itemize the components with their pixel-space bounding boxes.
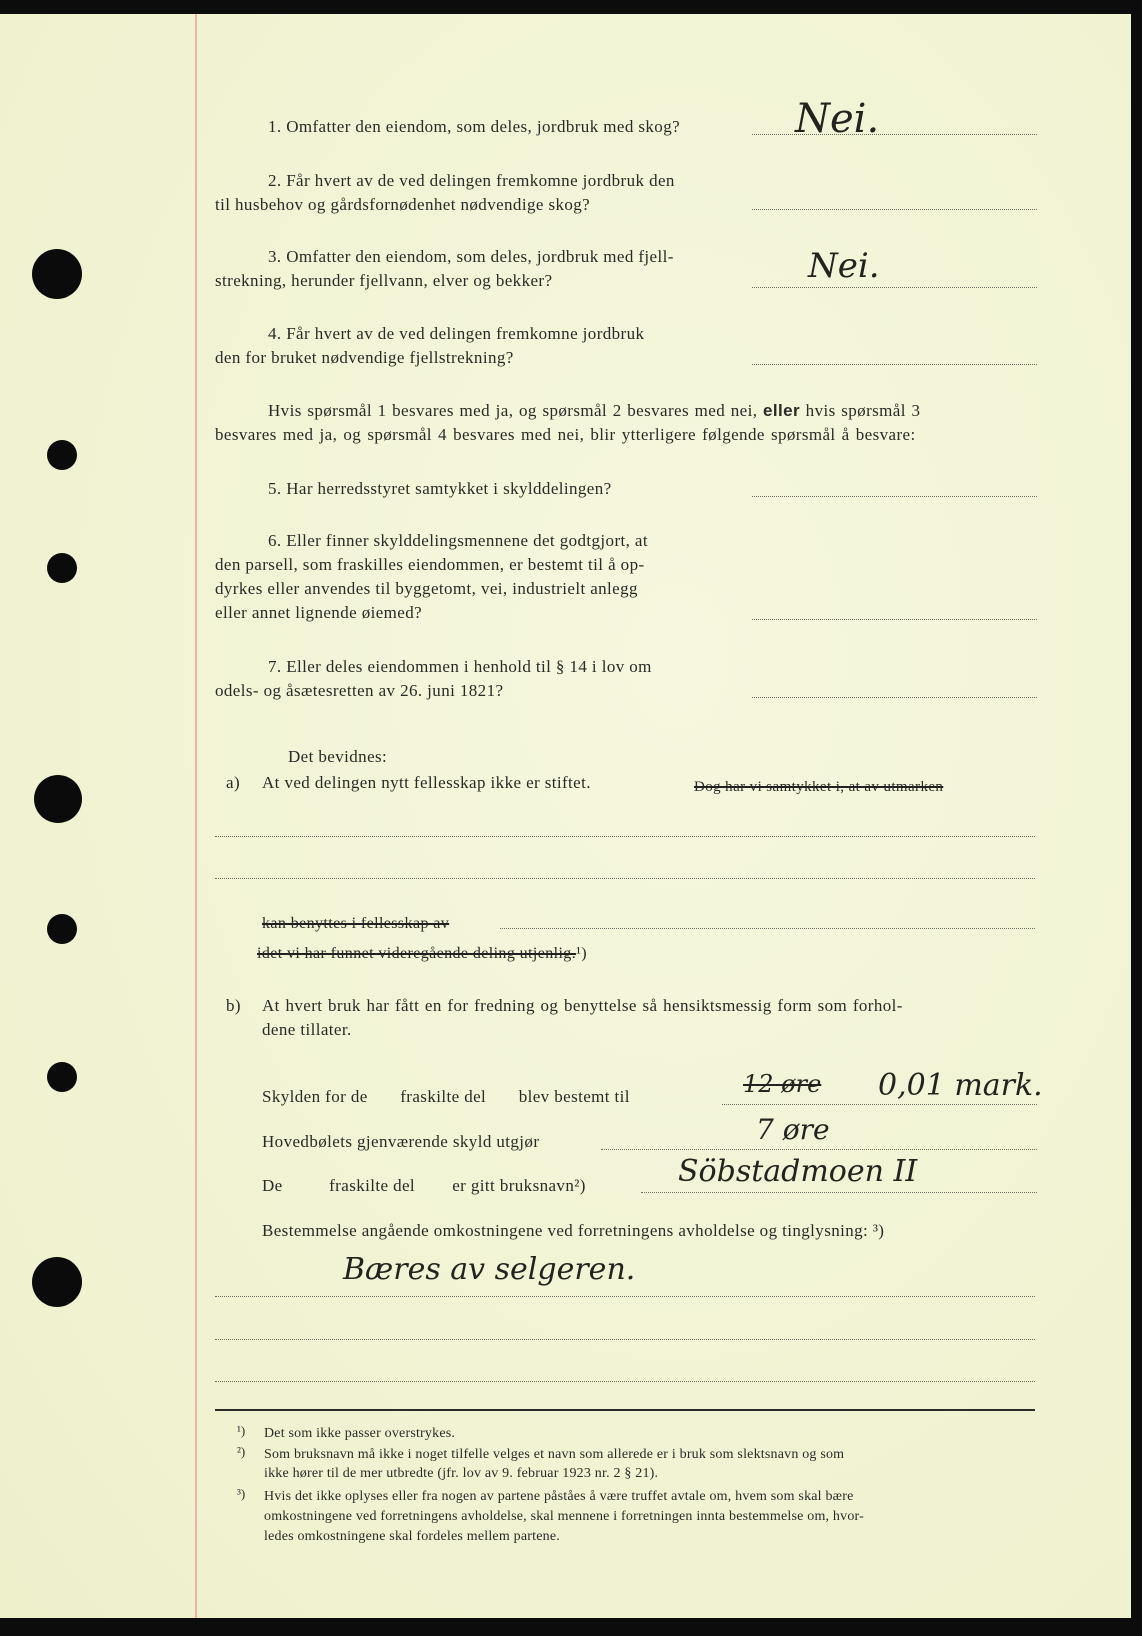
hovedbol-label: Hovedbølets gjenværende skyld utgjør [262, 1132, 540, 1151]
answer-line-4 [752, 364, 1037, 365]
skyld-struck-value: 12 øre [743, 1070, 822, 1098]
answer-line-3 [752, 287, 1037, 288]
condition-line-2: besvares med ja, og spørsmål 4 besvares med nei, blir ytterligere følgende spørsmål å besvare: [215, 425, 916, 444]
answer-line-2 [752, 209, 1037, 210]
fill-line [215, 1381, 1035, 1382]
question-2-line-1: 2. Får hvert av de ved delingen fremkomne jordbruk den [268, 171, 675, 190]
fill-line [500, 928, 1035, 929]
punch-hole [47, 914, 77, 944]
certify-struck-text: idet vi har funnet videregående deling utjenlig. [257, 945, 577, 962]
certify-struck-line-3 [257, 942, 587, 966]
omkost-value: Bæres av selgeren. [343, 1252, 636, 1287]
hovedbol-value: 7 øre [756, 1113, 830, 1146]
omkost-label: Bestemmelse angående omkostningene ved forretningens avholdelse og tinglysning: ³) [262, 1221, 885, 1240]
answer-line-6 [752, 619, 1037, 620]
question-5: 5. Har herredsstyret samtykket i skylddelingen? [268, 479, 612, 498]
answer-3: Nei. [808, 246, 880, 286]
certify-heading: Det bevidnes: [288, 747, 388, 766]
skyld-label: Skylden for de fraskilte del blev bestemt til [262, 1087, 630, 1106]
certify-b-line-1: At hvert bruk har fått en for fredning og benyttelse så hensiktsmessig form som forhol- [262, 996, 903, 1015]
footnote-divider [215, 1409, 1035, 1411]
certify-struck-line-2: kan benyttes i fellesskap av [262, 915, 450, 932]
bruksnavn-label: De fraskilte del er gitt bruksnavn²) [262, 1176, 586, 1195]
answer-1: Nei. [795, 96, 880, 142]
question-7-line-2: odels- og åsætesretten av 26. juni 1821? [215, 681, 504, 700]
question-3-line-2: strekning, herunder fjellvann, elver og bekker? [215, 271, 553, 290]
question-6-line-1: 6. Eller finner skylddelingsmennene det godtgjort, at [268, 531, 649, 550]
skyld-value: 0,01 mark. [878, 1068, 1043, 1103]
answer-line-7 [752, 697, 1037, 698]
fill-line [215, 1296, 1035, 1297]
certify-b-label: b) [226, 996, 241, 1015]
certify-a-struck: Dog har vi samtykket i, at av utmarken [694, 779, 944, 795]
answer-line-5 [752, 496, 1037, 497]
condition-text-a: Hvis spørsmål 1 besvares med ja, og spørsmål 2 besvares med nei, [268, 401, 758, 420]
footnote-ref-1: ¹) [576, 945, 588, 962]
footnote-3-mark: ³) [237, 1486, 246, 1501]
question-1: 1. Omfatter den eiendom, som deles, jordbruk med skog? [268, 117, 681, 136]
question-7-line-1: 7. Eller deles eiendommen i henhold til § 14 i lov om [268, 657, 652, 676]
footnote-1-mark: ¹) [237, 1423, 246, 1438]
punch-hole [47, 1062, 77, 1092]
condition-line-1 [268, 399, 920, 423]
question-3-line-1: 3. Omfatter den eiendom, som deles, jordbruk med fjell- [268, 247, 674, 266]
fill-line [722, 1104, 1037, 1105]
footnote-2-line-2: ikke hører til de mer utbredte (jfr. lov av 9. februar 1923 nr. 2 § 21). [264, 1466, 659, 1481]
fill-line [215, 1339, 1035, 1340]
fill-line [601, 1149, 1037, 1150]
footnote-2-mark: ²) [237, 1444, 246, 1459]
punch-hole [34, 775, 82, 823]
question-4-line-2: den for bruket nødvendige fjellstrekning? [215, 348, 514, 367]
fill-line [215, 836, 1035, 837]
question-6-line-2: den parsell, som fraskilles eiendommen, er bestemt til å op- [215, 555, 645, 574]
question-4-line-1: 4. Får hvert av de ved delingen fremkomne jordbruk [268, 324, 645, 343]
question-6-line-4: eller annet lignende øiemed? [215, 603, 423, 622]
footnote-3-line-1: Hvis det ikke oplyses eller fra nogen av partene påståes å være truffet avtale om, hvem som skal bære [264, 1489, 854, 1504]
fill-line [641, 1192, 1037, 1193]
punch-hole [47, 440, 77, 470]
punch-hole [47, 553, 77, 583]
punch-hole [32, 249, 82, 299]
question-2-line-2: til husbehov og gårdsfornødenhet nødvendige skog? [215, 195, 591, 214]
footnote-3-line-2: omkostningene ved forretningens avholdelse, skal mennene i forretningen innta bestemmelse om, hvor- [264, 1509, 864, 1524]
condition-eller: eller [763, 401, 801, 420]
certify-a-label: a) [226, 773, 241, 792]
punch-hole [32, 1257, 82, 1307]
footnote-3-line-3: ledes omkostningene skal fordeles mellem partene. [264, 1529, 560, 1544]
bruksnavn-value: Söbstadmoen II [678, 1154, 918, 1189]
condition-text-b: hvis spørsmål 3 [805, 401, 921, 420]
fill-line [215, 878, 1035, 879]
question-6-line-3: dyrkes eller anvendes til byggetomt, vei, industrielt anlegg [215, 579, 638, 598]
footnote-1: Det som ikke passer overstrykes. [264, 1426, 456, 1441]
certify-b-line-2: dene tillater. [262, 1020, 352, 1039]
document-page [0, 14, 1131, 1618]
footnote-2-line-1: Som bruksnavn må ikke i noget tilfelle velges et navn som allerede er i bruk som slektsnavn og som [264, 1447, 845, 1462]
certify-a-text: At ved delingen nytt fellesskap ikke er stiftet. [262, 773, 591, 792]
margin-line [195, 14, 197, 1618]
